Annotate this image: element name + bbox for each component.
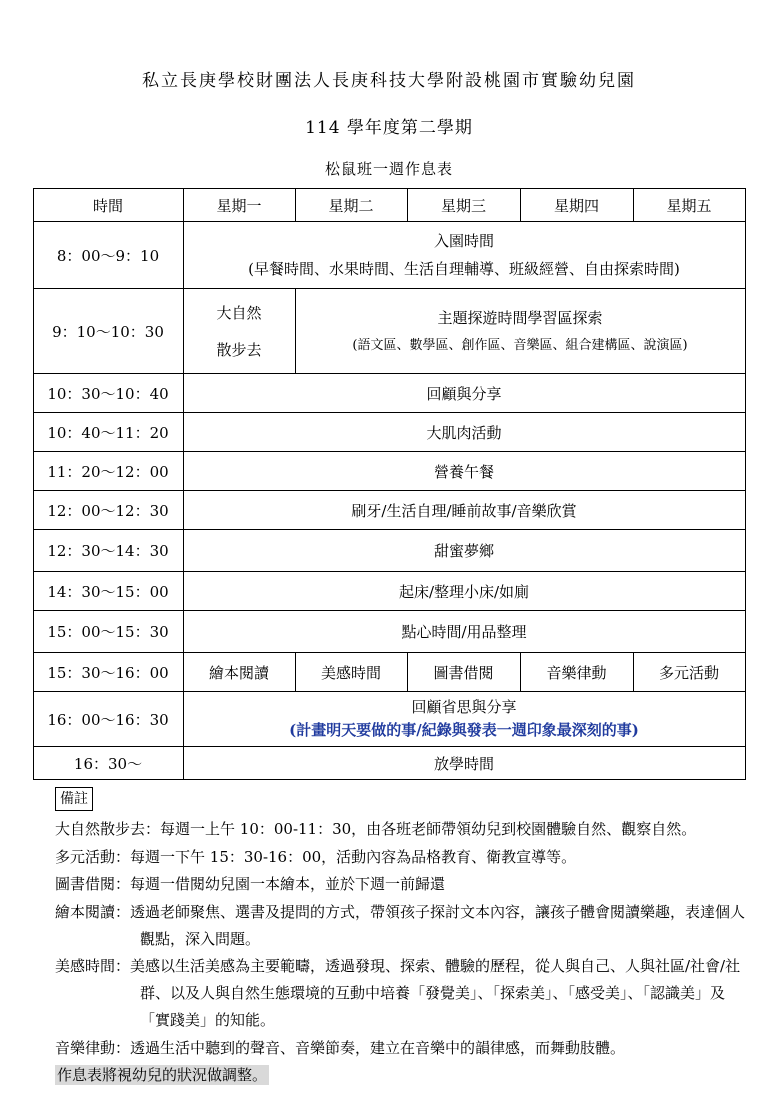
time-cell: 12：30～14：30: [33, 530, 183, 572]
table-row: [33, 413, 745, 452]
notes-section: [55, 787, 747, 1089]
table-row: [33, 374, 745, 413]
time-cell: 10：30～10：40: [33, 374, 183, 413]
activity-title: 回顧省思與分享: [411, 698, 517, 716]
semester-title: 114 學年度第二學期: [305, 118, 473, 138]
time-cell: 15：30～16：00: [33, 653, 183, 692]
note-book-borrowing: 圖書借閱：每週一借閱幼兒園一本繪本，並於下週一前歸還: [55, 875, 446, 894]
notes-label: 備註: [55, 787, 93, 811]
activity-arrival: [183, 222, 745, 289]
activity-title: 散步去: [216, 341, 262, 359]
col-header-monday: 星期一: [183, 189, 295, 222]
adjustment-highlight: 作息表將視幼兒的狀況做調整。: [57, 1066, 268, 1085]
note-adjustment-line: [55, 1062, 747, 1089]
time-cell: 10：40～11：20: [33, 413, 183, 452]
table-row: [33, 572, 745, 611]
activity-title: 主題探遊時間學習區探索: [437, 308, 603, 327]
col-header-friday: 星期五: [633, 189, 745, 222]
activity-title: 大自然: [216, 304, 262, 322]
note-aesthetics: 美感時間：美感以生活美感為主要範疇，透過發現、探索、體驗的歷程，從人與自己、人與社區/社會/社群、以及人與自然生態環境的互動中培養「發覺美」、「探索美」、「感受美」、「認識美」及「實踐美」的知能。: [55, 957, 741, 1029]
activity-aesthetics: 美感時間: [295, 653, 407, 692]
table-row: [33, 222, 745, 289]
col-header-tuesday: 星期二: [295, 189, 407, 222]
table-row: [33, 491, 745, 530]
table-row: [33, 452, 745, 491]
weekly-schedule-table: [33, 188, 746, 780]
activity-detail: (早餐時間、水果時間、生活自理輔導、班級經營、自由探索時間): [248, 259, 680, 278]
activity-picture-book: 繪本閱讀: [183, 653, 295, 692]
document-header: [0, 0, 778, 179]
time-cell: 16：30～: [33, 747, 183, 780]
activity-hygiene-story: 刷牙/生活自理/睡前故事/音樂欣賞: [183, 491, 745, 530]
activity-review-share: 回顧與分享: [183, 374, 745, 413]
activity-nature-walk: [183, 289, 295, 374]
time-cell: 12：00～12：30: [33, 491, 183, 530]
activity-dismissal: 放學時間: [183, 747, 745, 780]
table-row: [33, 289, 745, 374]
table-header-row: [33, 189, 745, 222]
activity-multi-activity: 多元活動: [633, 653, 745, 692]
time-cell: 15：00～15：30: [33, 611, 183, 653]
activity-review-reflection: [183, 692, 745, 747]
table-row: [33, 611, 745, 653]
note-nature-walk: 大自然散步去：每週一上午 10：00-11：30，由各班老師帶領幼兒到校園體驗自然、觀察自然。: [55, 820, 697, 838]
activity-detail: (語文區、數學區、創作區、音樂區、組合建構區、說演區): [352, 337, 688, 353]
activity-wake-up: 起床/整理小床/如廁: [183, 572, 745, 611]
activity-gross-motor: 大肌肉活動: [183, 413, 745, 452]
note-music-movement: 音樂律動：透過生活中聽到的聲音、音樂節奏，建立在音樂中的韻律感，而舞動肢體。: [55, 1038, 626, 1057]
col-header-wednesday: 星期三: [407, 189, 520, 222]
schedule-title: 松鼠班一週作息表: [324, 160, 453, 178]
table-row: [33, 653, 745, 692]
col-header-thursday: 星期四: [520, 189, 633, 222]
note-picture-book: 繪本閱讀：透過老師聚焦、選書及提問的方式，帶領孩子探討文本內容，讓孩子體會閱讀樂趣，表達個人觀點，深入問題。: [55, 903, 746, 948]
table-row: [33, 530, 745, 572]
note-multi-activity: 多元活動：每週一下午 15：30-16：00，活動內容為品格教育、衛教宣導等。: [55, 847, 577, 866]
time-cell: 8：00～9：10: [33, 222, 183, 289]
table-row: [33, 692, 745, 747]
activity-music-movement: 音樂律動: [520, 653, 633, 692]
activity-title: 入園時間: [433, 231, 494, 250]
activity-nap: 甜蜜夢鄉: [183, 530, 745, 572]
time-cell: 11：20～12：00: [33, 452, 183, 491]
activity-detail-blue: (計畫明天要做的事/紀錄與發表一週印象最深刻的事): [289, 721, 639, 739]
activity-theme-exploration: [295, 289, 745, 374]
time-cell: 16：00～16：30: [33, 692, 183, 747]
activity-lunch: 營養午餐: [183, 452, 745, 491]
time-cell: 14：30～15：00: [33, 572, 183, 611]
school-title: 私立長庚學校財團法人長庚科技大學附設桃園市實驗幼兒園: [142, 71, 636, 91]
activity-snack: 點心時間/用品整理: [183, 611, 745, 653]
activity-book-borrowing: 圖書借閱: [407, 653, 520, 692]
col-header-time: 時間: [33, 189, 183, 222]
time-cell: 9：10～10：30: [33, 289, 183, 374]
table-row: [33, 747, 745, 780]
